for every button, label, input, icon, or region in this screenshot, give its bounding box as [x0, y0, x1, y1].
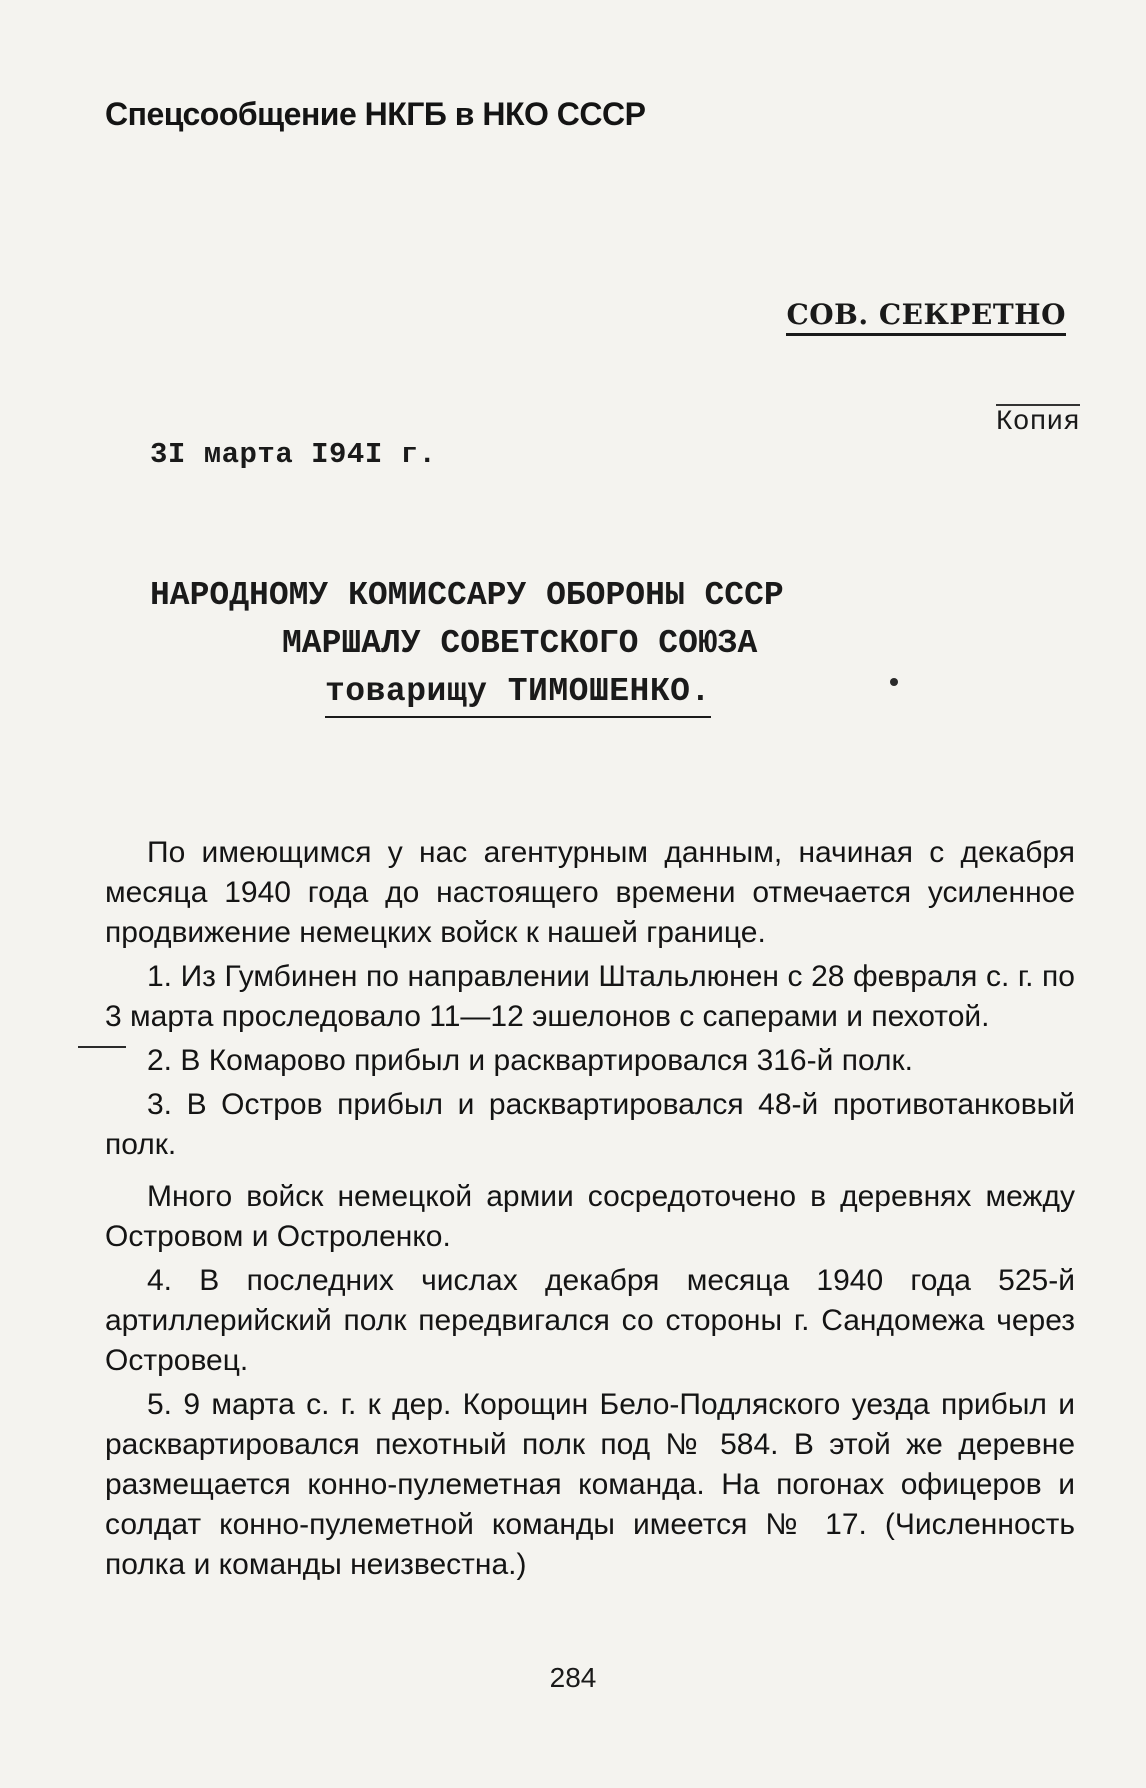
paragraph-item-3: 3. В Остров прибыл и расквартировался 48-й противотанковый полк.	[105, 1088, 1075, 1161]
addressee-line-3: товарищу ТИМОШЕНКО.	[325, 668, 711, 718]
addressee-block	[140, 572, 1040, 718]
secrecy-stamp: СОВ. СЕКРЕТНО	[786, 298, 1066, 336]
body-text	[105, 833, 1075, 1589]
paragraph-item-1: 1. Из Гумбинен по направлении Штальлюнен с 28 февраля с. г. по 3 марта проследовало 11—12 эшелонов с саперами и пехотой.	[105, 960, 1075, 1033]
paragraph-intro: По имеющимся у нас агентурным данным, начиная с декабря месяца 1940 года до настоящего времени отмечается усиленное продвижение немецких войск к нашей границе.	[105, 836, 1075, 949]
page-header-title: Спецсообщение НКГБ в НКО СССР	[105, 96, 646, 132]
addressee-line-1: НАРОДНОМУ КОМИССАРУ ОБОРОНЫ СССР	[150, 577, 784, 614]
document-date: 3I марта I94I г.	[150, 438, 437, 471]
paragraph-note: Много войск немецкой армии сосредоточено в деревнях между Островом и Остроленко.	[105, 1180, 1075, 1253]
paragraph-item-4: 4. В последних числах декабря месяца 1940 года 525-й артиллерийский полк передвигался со стороны г. Сандомежа через Островец.	[105, 1264, 1075, 1377]
paragraph-item-2: 2. В Комарово прибыл и расквартировался 316-й полк.	[147, 1044, 913, 1077]
scan-mark	[890, 678, 898, 686]
copy-mark: Копия	[996, 404, 1080, 438]
scan-mark	[78, 1046, 126, 1048]
page-number: 284	[549, 1662, 597, 1693]
addressee-line-2: МАРШАЛУ СОВЕТСКОГО СОЮЗА	[282, 625, 758, 662]
paragraph-item-5: 5. 9 марта с. г. к дер. Корощин Бело-Подляского уезда прибыл и расквартировался пехотный полк под № 584. В этой же деревне размещается конно-пулеметная команда. На погонах офицеров и солдат конно-пулеметной команды имеется № 17. (Численность полка и команды неизвестна.)	[105, 1388, 1075, 1581]
